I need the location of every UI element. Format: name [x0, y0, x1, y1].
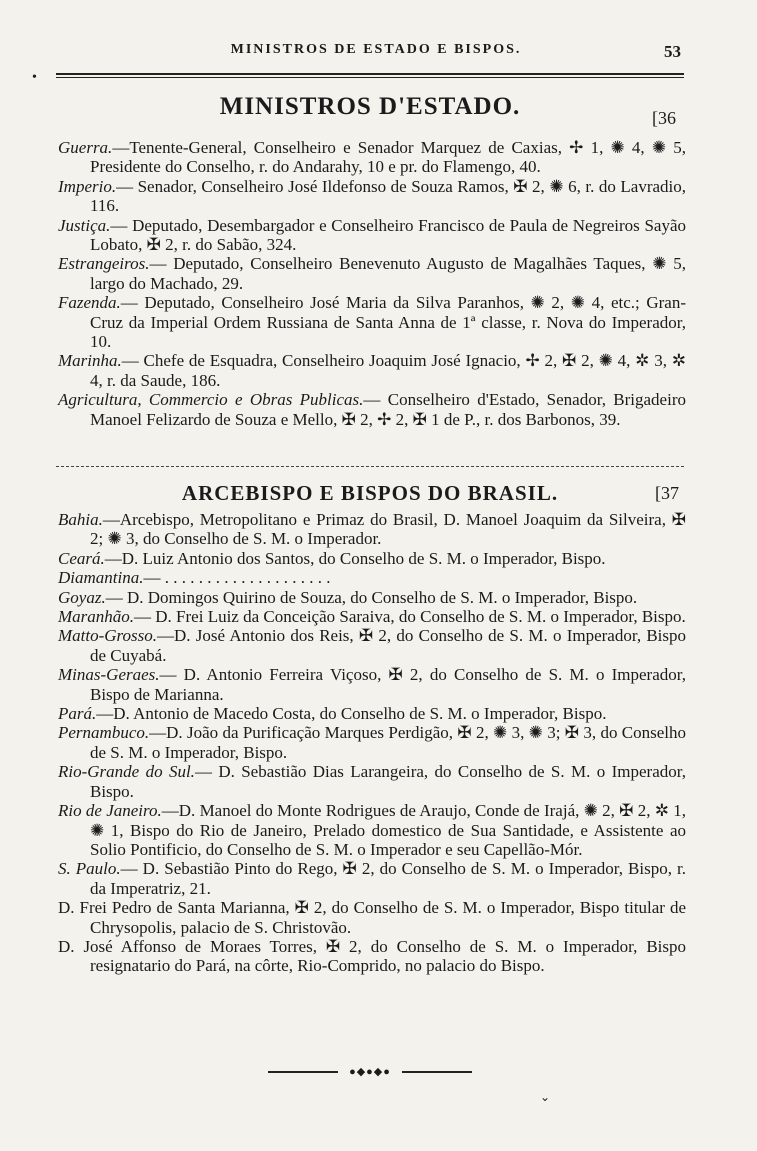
entry	[58, 549, 686, 568]
entry-text: — Deputado, Conselheiro Benevenuto Augusto de Magalhães Taques, ✺ 5, largo do Machado, 29.	[90, 254, 686, 293]
entry-text: — Deputado, Desembargador e Conselheiro Francisco de Paula de Negreiros Sayão Lobato, ✠ 2, r. do Sabão, 324.	[90, 215, 686, 255]
entry-text: —D. Antonio de Macedo Costa, do Conselho de S. M. o Imperador, Bispo.	[96, 704, 607, 724]
entry-place: Estrangeiros.	[58, 254, 150, 274]
entry-text: —Tenente-General, Conselheiro e Senador Marquez de Caxias, ✢ 1, ✺ 4, ✺ 5, Presidente do Conselho, r. do Andarahy, 10 e pr. do Flamengo, 40.	[90, 138, 686, 177]
running-title: MINISTROS DE ESTADO E BISPOS.	[230, 42, 522, 57]
entry-text: —D. Manoel do Monte Rodrigues de Araujo, Conde de Irajá, ✺ 2, ✠ 2, ✲ 1, ✺ 1, Bispo do Rio de Janeiro, Prelado domestico de Sua Santidade, e Assistente ao Solio Pontificio, do Conselho de S. M. o Imperador e seu Capellão-Mór.	[90, 801, 687, 859]
header-rule	[56, 73, 684, 78]
entry-text: D. José Affonso de Moraes Torres, ✠ 2, do Conselho de S. M. o Imperador, Bispo resignatario do Pará, na côrte, Rio-Comprido, no palacio do Bispo.	[58, 936, 686, 976]
entry-text: —D. José Antonio dos Reis, ✠ 2, do Conselho de S. M. o Imperador, Bispo de Cuyabá.	[90, 626, 686, 665]
entry-text: — D. Sebastião Dias Larangeira, do Conselho de S. M. o Imperador, Bispo.	[90, 762, 686, 801]
entry-place: Maranhão.	[58, 607, 135, 627]
section-title-bispos: ARCEBISPO E BISPOS DO BRASIL.	[181, 481, 559, 505]
entry-text: — D. Antonio Ferreira Viçoso, ✠ 2, do Conselho de S. M. o Imperador, Bispo de Marianna.	[90, 665, 686, 704]
entry	[58, 510, 686, 549]
entry-place: Agricultura, Commercio e Obras Publicas.	[58, 390, 364, 410]
entry	[58, 351, 686, 390]
stray-mark: ⌄	[540, 1090, 551, 1104]
entry-place: Justiça.	[58, 215, 111, 235]
entry-place: Matto-Grosso.	[58, 626, 158, 646]
entry	[58, 254, 686, 293]
entry	[58, 568, 686, 587]
entry-text: — Deputado, Conselheiro José Maria da Silva Paranhos, ✺ 2, ✺ 4, etc.; Gran-Cruz da Imperial Ordem Russiana de Santa Anna de 1ª classe, r. Nova do Imperador, 10.	[90, 293, 686, 352]
entry-place: Fazenda.	[58, 293, 121, 313]
entry-place: Imperio.	[58, 176, 117, 196]
entry-place: Bahia.	[58, 510, 103, 529]
ornament-line-left	[268, 1071, 338, 1073]
entry	[58, 937, 686, 976]
entry	[58, 704, 686, 723]
entry-place: Rio de Janeiro.	[58, 801, 162, 821]
entry-place: Marinha.	[58, 351, 122, 371]
entry-place: Goyaz.	[58, 587, 106, 607]
entry-text: —D. João da Purificação Marques Perdigão, ✠ 2, ✺ 3, ✺ 3; ✠ 3, do Conselho de S. M. o Imperador, Bispo.	[90, 723, 686, 762]
entry-place: Guerra.	[58, 138, 113, 157]
section-divider	[56, 466, 684, 467]
entry-place: Diamantina.	[58, 568, 144, 588]
entry-text: —D. Luiz Antonio dos Santos, do Conselho de S. M. o Imperador, Bispo.	[104, 548, 606, 568]
entry-place: S. Paulo.	[58, 859, 121, 879]
entry-text: — . . . . . . . . . . . . . . . . . . . .	[143, 568, 331, 588]
entry	[58, 390, 686, 429]
entry-place: Pernambuco.	[58, 723, 150, 743]
ornament-glyphs: ●◆●◆●	[349, 1066, 391, 1078]
tailpiece-ornament	[268, 1066, 472, 1078]
entry	[58, 588, 686, 607]
entry	[58, 898, 686, 937]
section-title-ministros: MINISTROS D'ESTADO.	[219, 93, 521, 120]
ministros-list	[58, 138, 686, 429]
entry	[58, 216, 686, 255]
section-number-ministros: [36	[652, 108, 676, 128]
entry	[58, 138, 686, 177]
entry-text: D. Frei Pedro de Santa Marianna, ✠ 2, do Conselho de S. M. o Imperador, Bispo titular de Chrysopolis, palacio de S. Christovão.	[58, 898, 686, 937]
entry	[58, 801, 686, 859]
ornament-line-right	[402, 1071, 472, 1073]
entry-text: — Conselheiro d'Estado, Senador, Brigadeiro Manoel Felizardo de Souza e Mello, ✠ 2, ✢ 2, ✠ 1 de P., r. dos Barbonos, 39.	[90, 390, 686, 429]
entry	[58, 723, 686, 762]
entry-place: Rio-Grande do Sul.	[58, 762, 195, 782]
entry	[58, 665, 686, 704]
entry-text: — D. Frei Luiz da Conceição Saraiva, do Conselho de S. M. o Imperador, Bispo.	[134, 607, 686, 627]
entry	[58, 762, 686, 801]
bispos-list	[58, 510, 686, 976]
section-number-bispos: [37	[655, 483, 679, 503]
entry-place: Pará.	[58, 704, 97, 724]
entry-text: — D. Sebastião Pinto do Rego, ✠ 2, do Conselho de S. M. o Imperador, Bispo, r. da Imperatriz, 21.	[90, 859, 686, 898]
page-number: 53	[664, 42, 681, 61]
entry-place: Ceará.	[58, 548, 105, 568]
entry-place: Minas-Geraes.	[58, 665, 160, 685]
entry	[58, 177, 686, 216]
entry	[58, 293, 686, 351]
entry-text: — Chefe de Esquadra, Conselheiro Joaquim José Ignacio, ✢ 2, ✠ 2, ✺ 4, ✲ 3, ✲ 4, r. da Saude, 186.	[90, 351, 686, 390]
entry	[58, 626, 686, 665]
margin-dot: •	[32, 70, 37, 85]
entry-text: — Senador, Conselheiro José Ildefonso de Souza Ramos, ✠ 2, ✺ 6, r. do Lavradio, 116.	[90, 176, 686, 216]
entry	[58, 859, 686, 898]
entry	[58, 607, 686, 626]
entry-text: —Arcebispo, Metropolitano e Primaz do Brasil, D. Manoel Joaquim da Silveira, ✠ 2; ✺ 3, do Conselho de S. M. o Imperador.	[90, 510, 686, 549]
entry-text: — D. Domingos Quirino de Souza, do Conselho de S. M. o Imperador, Bispo.	[105, 587, 638, 607]
